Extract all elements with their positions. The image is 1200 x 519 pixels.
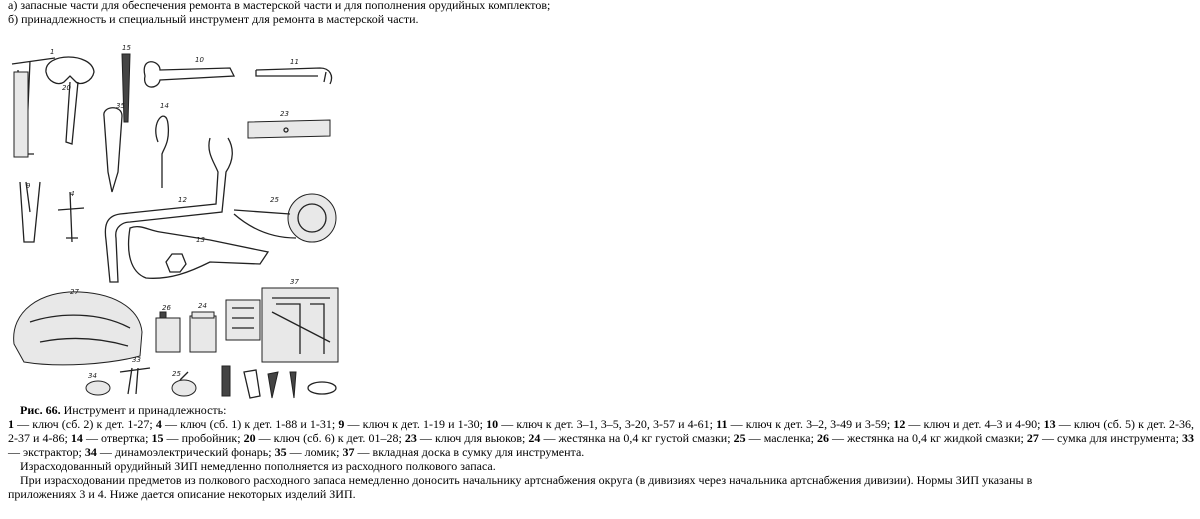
legend-item-text: — жестянка на 0,4 кг жидкой смазки;	[828, 431, 1027, 445]
tools-illustration	[0, 42, 345, 405]
legend-item-number: 4	[155, 417, 162, 431]
legend-item-text: — ключ и дет. 4–3 и 4-90;	[905, 417, 1044, 431]
label-10: 10	[195, 56, 204, 64]
legend-item-number: 11	[716, 417, 728, 431]
legend-item-number: 34	[84, 445, 97, 459]
paragraph-3: приложениях 3 и 4. Ниже дается описание некоторых изделий ЗИП.	[8, 487, 356, 501]
legend-item-text: — ключ (сб. 2) к дет. 1-27;	[14, 417, 156, 431]
legend-item-text: — динамоэлектрический фонарь;	[96, 445, 275, 459]
caption-title-text: Инструмент и принадлежность:	[60, 403, 227, 417]
legend-item-text: — ключ (сб. 6) к дет. 01–28;	[255, 431, 405, 445]
label-13: 13	[196, 236, 205, 244]
intro-line-a: а) запасные части для обеспечения ремонта в мастерской части и для пополнения орудийных комплектов;	[8, 0, 551, 12]
paragraph-2: При израсходовании предметов из полкового расходного запаса немедленно доносить начальнику артснабжения округа (в дивизиях через начальника артснабжения дивизии). Нормы ЗИП указаны в	[20, 473, 1033, 487]
tool-25-oiler-small	[172, 370, 196, 396]
legend-item-text: — ключ к дет. 1-19 и 1-30;	[344, 417, 487, 431]
legend-item-text: — сумка для инструмента;	[1038, 431, 1182, 445]
legend-item-number: 26	[816, 431, 829, 445]
label-4: 4	[70, 190, 75, 198]
legend-item-text: — ломик;	[286, 445, 343, 459]
tool-panel	[226, 300, 260, 340]
figure-caption-title	[20, 403, 1200, 417]
label-23: 23	[280, 110, 289, 118]
paragraph-1: Израсходованный орудийный ЗИП немедленно пополняется из расходного полкового запаса.	[20, 459, 496, 473]
legend-item-number: 23	[404, 431, 417, 445]
tool-24-can	[190, 302, 216, 352]
legend-item-number: 15	[151, 431, 164, 445]
legend-item-number: 35	[274, 445, 287, 459]
label-26: 26	[162, 304, 171, 312]
intro-line-b: б) принадлежность и специальный инструмент для ремонта в мастерской части.	[8, 12, 419, 26]
label-9: 9	[26, 182, 31, 190]
caption-fig-number: Рис. 66.	[20, 403, 61, 417]
legend-item-text: — ключ (сб. 5) к дет. 2-36, 2-37 и 4-86;	[8, 417, 1195, 445]
legend-item-number: 25	[733, 431, 746, 445]
legend-item-number: 20	[243, 431, 256, 445]
tool-37-board	[262, 278, 338, 362]
legend-item-text: — пробойник;	[163, 431, 244, 445]
tool-25-oiler	[234, 194, 336, 242]
tool-35-crowbar	[104, 102, 126, 192]
tool-20-key	[46, 57, 94, 144]
small-parts	[222, 366, 336, 398]
legend-item-number: 12	[893, 417, 906, 431]
legend-item-number: 37	[342, 445, 355, 459]
label-37: 37	[290, 278, 299, 286]
label-15: 15	[122, 44, 131, 52]
legend-item-number: 9	[338, 417, 345, 431]
label-11: 11	[290, 58, 299, 66]
label-24: 24	[198, 302, 207, 310]
label-20: 20	[62, 84, 71, 92]
tool-23-key	[248, 110, 330, 138]
tool-33-extractor	[120, 356, 150, 394]
label-12: 12	[178, 196, 187, 204]
legend-item-text: — отвертка;	[82, 431, 152, 445]
label-1: 1	[50, 48, 55, 56]
label-35: 35	[116, 102, 125, 110]
legend-item-text: — масленка;	[745, 431, 817, 445]
label-25: 25	[270, 196, 279, 204]
tool-4-key	[58, 190, 84, 242]
label-33: 33	[132, 356, 141, 364]
tool-11-key	[256, 58, 332, 84]
legend-item-text: — ключ к дет. 3–1, 3–5, 3-20, 3-57 и 4-61;	[498, 417, 717, 431]
legend-item-text: — ключ (сб. 1) к дет. 1-88 и 1-31;	[161, 417, 339, 431]
caption-legend-text	[8, 417, 1194, 459]
tool-15-punch	[122, 44, 131, 122]
tool-10-key	[144, 56, 234, 87]
label-25b: 25	[172, 370, 181, 378]
legend-item-text: — вкладная доска в сумку для инструмента.	[354, 445, 585, 459]
tool-13-key	[129, 227, 268, 279]
legend-item-number: 10	[486, 417, 499, 431]
legend-item-number: 13	[1043, 417, 1056, 431]
tool-9-key	[20, 182, 40, 242]
legend-item-number: 24	[528, 431, 541, 445]
legend-item-number: 1	[8, 417, 14, 431]
tool-34-lamp	[86, 372, 110, 395]
legend-item-text: — экстрактор;	[8, 445, 85, 459]
legend-item-text: — жестянка на 0,4 кг густой смазки;	[540, 431, 734, 445]
legend-item-number: 33	[1182, 431, 1194, 445]
legend-item-text: — ключ для вьюков;	[416, 431, 529, 445]
legend-item-number: 14	[70, 431, 83, 445]
label-27: 27	[70, 288, 79, 296]
label-14: 14	[160, 102, 169, 110]
figure-caption-legend	[8, 417, 1194, 459]
tool-26-can	[156, 304, 180, 352]
tool-12-key	[105, 138, 232, 282]
label-34: 34	[88, 372, 97, 380]
tool-27-bag	[14, 288, 142, 365]
legend-item-number: 27	[1026, 431, 1039, 445]
tool-14-screwdriver	[156, 102, 169, 188]
legend-item-text: — ключ к дет. 3–2, 3-49 и 3-59;	[727, 417, 894, 431]
